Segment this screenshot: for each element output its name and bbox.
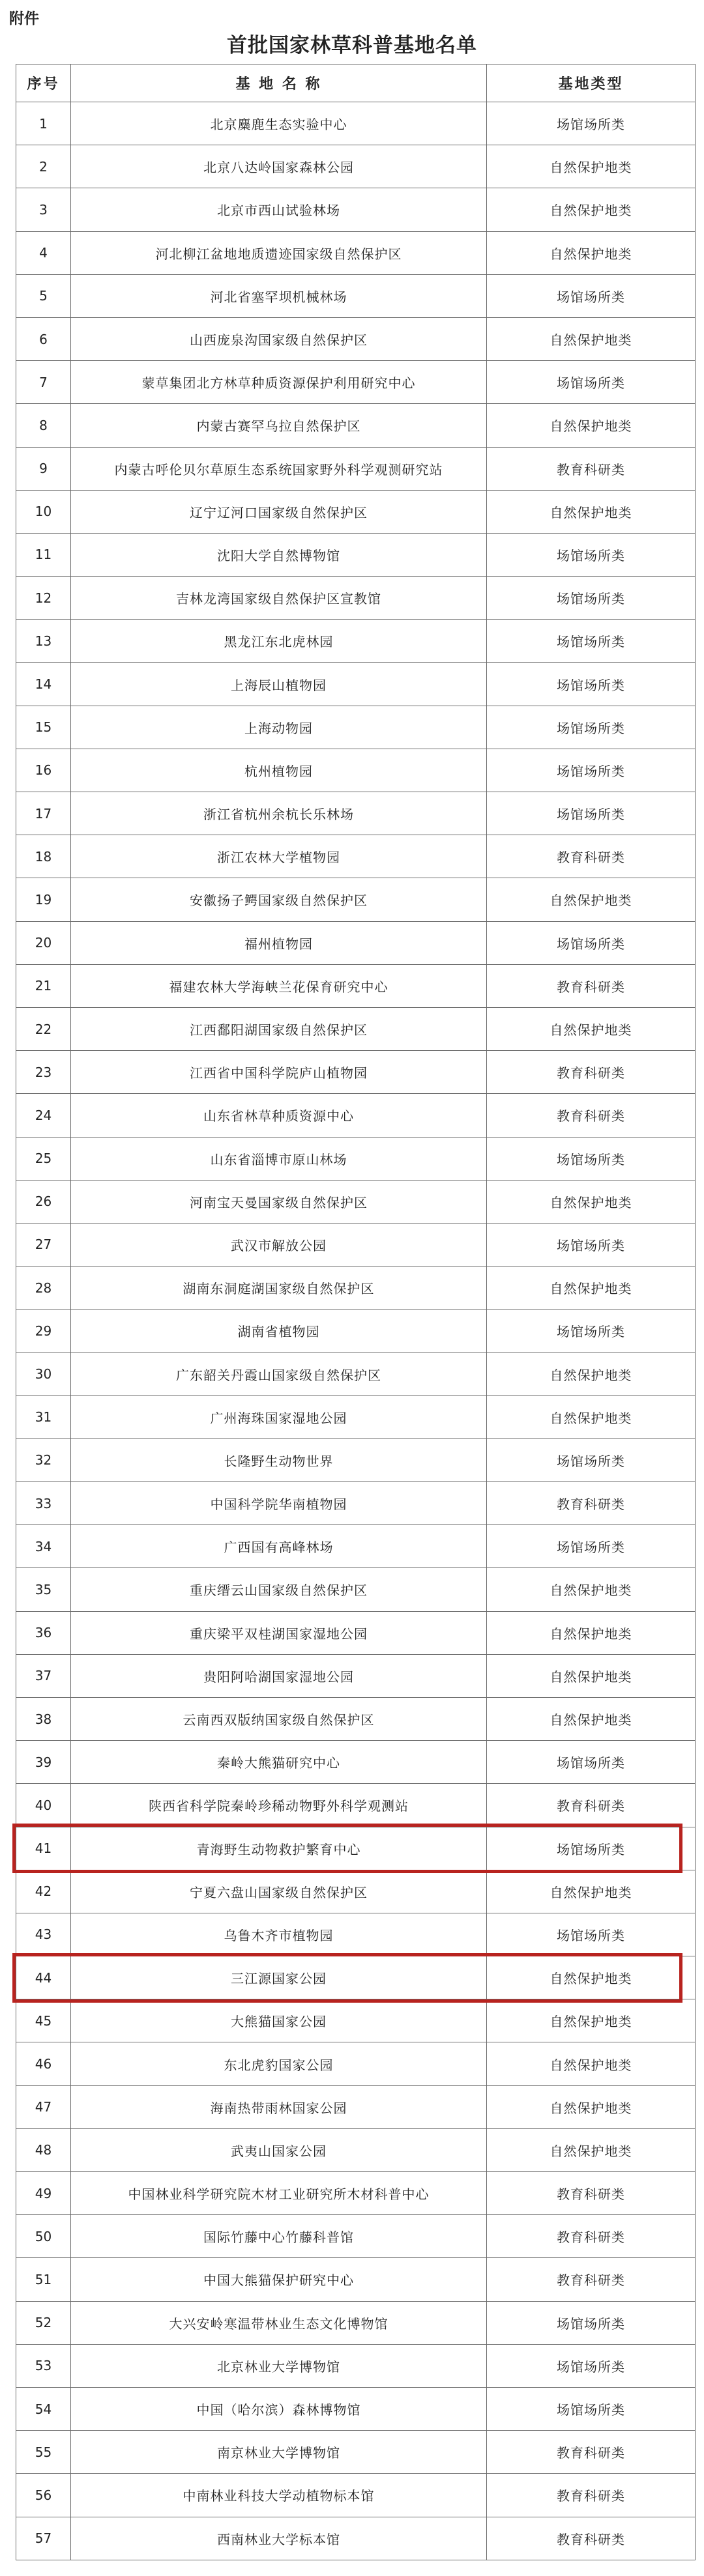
row-number: 18	[16, 835, 71, 878]
base-type: 场馆场所类	[487, 1137, 696, 1180]
table-row	[16, 706, 696, 749]
base-type: 场馆场所类	[487, 921, 696, 964]
base-name: 江西省中国科学院庐山植物园	[71, 1051, 487, 1094]
base-type: 教育科研类	[487, 964, 696, 1007]
base-type: 场馆场所类	[487, 749, 696, 792]
base-name: 大熊猫国家公园	[71, 1999, 487, 2042]
base-name: 武夷山国家公园	[71, 2128, 487, 2171]
table-row	[16, 749, 696, 792]
base-name: 江西鄱阳湖国家级自然保护区	[71, 1007, 487, 1050]
base-name: 乌鲁木齐市植物园	[71, 1913, 487, 1956]
row-number: 28	[16, 1267, 71, 1309]
table-row	[16, 1956, 696, 1999]
row-number: 8	[16, 404, 71, 447]
row-number: 53	[16, 2344, 71, 2387]
base-type: 场馆场所类	[487, 274, 696, 317]
row-number: 48	[16, 2128, 71, 2171]
base-type: 自然保护地类	[487, 878, 696, 921]
base-type: 自然保护地类	[487, 1568, 696, 1611]
table-row	[16, 1611, 696, 1654]
base-name: 内蒙古赛罕乌拉自然保护区	[71, 404, 487, 447]
base-name: 沈阳大学自然博物馆	[71, 533, 487, 576]
base-type: 场馆场所类	[487, 577, 696, 620]
row-number: 54	[16, 2387, 71, 2430]
base-type: 自然保护地类	[487, 1956, 696, 1999]
base-name: 广西国有高峰林场	[71, 1525, 487, 1568]
table-row	[16, 620, 696, 663]
base-type: 场馆场所类	[487, 620, 696, 663]
table-row	[16, 1784, 696, 1827]
base-type: 教育科研类	[487, 1482, 696, 1525]
document-title: 首批国家林草科普基地名单	[227, 34, 477, 57]
base-name: 北京麋鹿生态实验中心	[71, 102, 487, 145]
base-type: 场馆场所类	[487, 792, 696, 835]
base-name: 东北虎豹国家公园	[71, 2042, 487, 2085]
row-number: 12	[16, 577, 71, 620]
table-row	[16, 921, 696, 964]
row-number: 21	[16, 964, 71, 1007]
base-name: 三江源国家公园	[71, 1956, 487, 1999]
table-row	[16, 1568, 696, 1611]
base-name: 上海动物园	[71, 706, 487, 749]
table-row	[16, 1137, 696, 1180]
table-body	[16, 102, 696, 2560]
base-type: 场馆场所类	[487, 1913, 696, 1956]
base-type: 自然保护地类	[487, 188, 696, 231]
table-row	[16, 188, 696, 231]
table-row	[16, 2128, 696, 2171]
row-number: 47	[16, 2085, 71, 2128]
table-row	[16, 1913, 696, 1956]
base-type: 教育科研类	[487, 447, 696, 490]
base-name: 北京林业大学博物馆	[71, 2344, 487, 2387]
table-row	[16, 1395, 696, 1438]
table-row	[16, 835, 696, 878]
table-row	[16, 2431, 696, 2474]
table-row	[16, 231, 696, 274]
table-row	[16, 533, 696, 576]
base-type: 教育科研类	[487, 1094, 696, 1137]
base-type: 自然保护地类	[487, 490, 696, 533]
row-number: 7	[16, 361, 71, 404]
base-name: 安徽扬子鳄国家级自然保护区	[71, 878, 487, 921]
base-type: 教育科研类	[487, 2431, 696, 2474]
table-row	[16, 1438, 696, 1481]
row-number: 23	[16, 1051, 71, 1094]
row-number: 40	[16, 1784, 71, 1827]
base-type: 教育科研类	[487, 2517, 696, 2560]
table-row	[16, 102, 696, 145]
base-name: 中国林业科学研究院木材工业研究所木材科普中心	[71, 2172, 487, 2215]
column-header-type: 基地类型	[487, 64, 696, 102]
base-type: 场馆场所类	[487, 361, 696, 404]
base-type: 场馆场所类	[487, 1525, 696, 1568]
table-row	[16, 2258, 696, 2301]
row-number: 15	[16, 706, 71, 749]
base-name: 蒙草集团北方林草种质资源保护利用研究中心	[71, 361, 487, 404]
row-number: 52	[16, 2301, 71, 2344]
row-number: 30	[16, 1352, 71, 1395]
row-number: 11	[16, 533, 71, 576]
table-row	[16, 2085, 696, 2128]
base-name: 中国（哈尔滨）森林博物馆	[71, 2387, 487, 2430]
row-number: 24	[16, 1094, 71, 1137]
base-name: 黑龙江东北虎林园	[71, 620, 487, 663]
base-name: 内蒙古呼伦贝尔草原生态系统国家野外科学观测研究站	[71, 447, 487, 490]
base-type: 场馆场所类	[487, 533, 696, 576]
base-type: 自然保护地类	[487, 1007, 696, 1050]
base-type: 自然保护地类	[487, 1352, 696, 1395]
table-row	[16, 404, 696, 447]
base-type: 自然保护地类	[487, 231, 696, 274]
table-row	[16, 1223, 696, 1266]
base-name: 秦岭大熊猫研究中心	[71, 1741, 487, 1784]
attachment-label: 附件	[9, 10, 39, 27]
row-number: 9	[16, 447, 71, 490]
table-row	[16, 964, 696, 1007]
base-name: 大兴安岭寒温带林业生态文化博物馆	[71, 2301, 487, 2344]
base-type: 教育科研类	[487, 2215, 696, 2258]
base-type: 自然保护地类	[487, 1267, 696, 1309]
row-number: 45	[16, 1999, 71, 2042]
base-type: 教育科研类	[487, 2172, 696, 2215]
base-type: 自然保护地类	[487, 1999, 696, 2042]
base-name: 海南热带雨林国家公园	[71, 2085, 487, 2128]
table-row	[16, 317, 696, 360]
row-number: 35	[16, 1568, 71, 1611]
base-name: 浙江农林大学植物园	[71, 835, 487, 878]
base-name: 山东省淄博市原山林场	[71, 1137, 487, 1180]
base-name: 中国科学院华南植物园	[71, 1482, 487, 1525]
column-header-name: 基 地 名 称	[71, 64, 487, 102]
table-row	[16, 1827, 696, 1870]
table-header-row	[16, 64, 696, 102]
table-row	[16, 1482, 696, 1525]
base-name: 国际竹藤中心竹藤科普馆	[71, 2215, 487, 2258]
base-type: 场馆场所类	[487, 2344, 696, 2387]
table-row	[16, 1180, 696, 1223]
row-number: 10	[16, 490, 71, 533]
row-number: 39	[16, 1741, 71, 1784]
table-row	[16, 1999, 696, 2042]
row-number: 36	[16, 1611, 71, 1654]
table-row	[16, 663, 696, 706]
base-type: 场馆场所类	[487, 1827, 696, 1870]
row-number: 32	[16, 1438, 71, 1481]
base-name: 中国大熊猫保护研究中心	[71, 2258, 487, 2301]
row-number: 4	[16, 231, 71, 274]
base-type: 场馆场所类	[487, 1223, 696, 1266]
table-row	[16, 274, 696, 317]
base-name: 福建农林大学海峡兰花保育研究中心	[71, 964, 487, 1007]
table-row	[16, 1352, 696, 1395]
row-number: 2	[16, 145, 71, 188]
table-row	[16, 1007, 696, 1050]
row-number: 51	[16, 2258, 71, 2301]
row-number: 31	[16, 1395, 71, 1438]
table-row	[16, 2172, 696, 2215]
base-name: 山西庞泉沟国家级自然保护区	[71, 317, 487, 360]
row-number: 56	[16, 2474, 71, 2517]
base-name: 湖南东洞庭湖国家级自然保护区	[71, 1267, 487, 1309]
base-name: 长隆野生动物世界	[71, 1438, 487, 1481]
row-number: 27	[16, 1223, 71, 1266]
base-type: 场馆场所类	[487, 1309, 696, 1352]
base-type: 自然保护地类	[487, 1180, 696, 1223]
base-type: 教育科研类	[487, 1784, 696, 1827]
base-name: 湖南省植物园	[71, 1309, 487, 1352]
base-name: 广东韶关丹霞山国家级自然保护区	[71, 1352, 487, 1395]
table-row	[16, 1051, 696, 1094]
table-row	[16, 1309, 696, 1352]
base-name: 河北省塞罕坝机械林场	[71, 274, 487, 317]
base-name: 青海野生动物救护繁育中心	[71, 1827, 487, 1870]
row-number: 55	[16, 2431, 71, 2474]
base-type: 自然保护地类	[487, 1697, 696, 1740]
row-number: 29	[16, 1309, 71, 1352]
table-row	[16, 447, 696, 490]
base-name: 杭州植物园	[71, 749, 487, 792]
row-number: 14	[16, 663, 71, 706]
table-row	[16, 2042, 696, 2085]
base-name: 武汉市解放公园	[71, 1223, 487, 1266]
row-number: 33	[16, 1482, 71, 1525]
base-type: 场馆场所类	[487, 663, 696, 706]
row-number: 1	[16, 102, 71, 145]
base-name: 云南西双版纳国家级自然保护区	[71, 1697, 487, 1740]
table-row	[16, 2301, 696, 2344]
base-name: 河北柳江盆地地质遗迹国家级自然保护区	[71, 231, 487, 274]
row-number: 20	[16, 921, 71, 964]
base-type: 自然保护地类	[487, 2042, 696, 2085]
row-number: 26	[16, 1180, 71, 1223]
table-row	[16, 145, 696, 188]
row-number: 3	[16, 188, 71, 231]
base-name: 辽宁辽河口国家级自然保护区	[71, 490, 487, 533]
row-number: 19	[16, 878, 71, 921]
row-number: 5	[16, 274, 71, 317]
table-row	[16, 2215, 696, 2258]
base-type: 场馆场所类	[487, 2387, 696, 2430]
table-row	[16, 878, 696, 921]
table-row	[16, 1741, 696, 1784]
row-number: 57	[16, 2517, 71, 2560]
table-row	[16, 2474, 696, 2517]
base-name: 浙江省杭州余杭长乐林场	[71, 792, 487, 835]
row-number: 34	[16, 1525, 71, 1568]
base-type: 自然保护地类	[487, 317, 696, 360]
row-number: 43	[16, 1913, 71, 1956]
base-name: 重庆缙云山国家级自然保护区	[71, 1568, 487, 1611]
base-name: 西南林业大学标本馆	[71, 2517, 487, 2560]
row-number: 49	[16, 2172, 71, 2215]
base-type: 场馆场所类	[487, 102, 696, 145]
base-type: 教育科研类	[487, 835, 696, 878]
base-name: 南京林业大学博物馆	[71, 2431, 487, 2474]
base-type: 自然保护地类	[487, 404, 696, 447]
row-number: 38	[16, 1697, 71, 1740]
table-row	[16, 2517, 696, 2560]
base-type: 自然保护地类	[487, 1395, 696, 1438]
base-name: 中南林业科技大学动植物标本馆	[71, 2474, 487, 2517]
row-number: 13	[16, 620, 71, 663]
base-name: 河南宝天曼国家级自然保护区	[71, 1180, 487, 1223]
base-type: 场馆场所类	[487, 706, 696, 749]
base-name: 陕西省科学院秦岭珍稀动物野外科学观测站	[71, 1784, 487, 1827]
base-name: 广州海珠国家湿地公园	[71, 1395, 487, 1438]
base-name: 北京八达岭国家森林公园	[71, 145, 487, 188]
row-number: 50	[16, 2215, 71, 2258]
row-number: 41	[16, 1827, 71, 1870]
table-row	[16, 792, 696, 835]
row-number: 46	[16, 2042, 71, 2085]
base-name: 重庆梁平双桂湖国家湿地公园	[71, 1611, 487, 1654]
base-name: 山东省林草种质资源中心	[71, 1094, 487, 1137]
row-number: 37	[16, 1654, 71, 1697]
base-type: 教育科研类	[487, 1051, 696, 1094]
base-name: 上海辰山植物园	[71, 663, 487, 706]
base-type: 自然保护地类	[487, 1611, 696, 1654]
base-type: 场馆场所类	[487, 1438, 696, 1481]
base-type: 自然保护地类	[487, 145, 696, 188]
base-type: 自然保护地类	[487, 2085, 696, 2128]
base-name: 吉林龙湾国家级自然保护区宣教馆	[71, 577, 487, 620]
row-number: 17	[16, 792, 71, 835]
table-row	[16, 577, 696, 620]
base-type: 教育科研类	[487, 2474, 696, 2517]
base-name: 宁夏六盘山国家级自然保护区	[71, 1870, 487, 1913]
base-type: 场馆场所类	[487, 2301, 696, 2344]
row-number: 42	[16, 1870, 71, 1913]
table-row	[16, 1654, 696, 1697]
table-row	[16, 1094, 696, 1137]
base-name: 福州植物园	[71, 921, 487, 964]
table-row	[16, 490, 696, 533]
row-number: 25	[16, 1137, 71, 1180]
base-list-table	[16, 64, 696, 2560]
table-row	[16, 1267, 696, 1309]
base-type: 自然保护地类	[487, 2128, 696, 2171]
base-type: 自然保护地类	[487, 1870, 696, 1913]
base-name: 贵阳阿哈湖国家湿地公园	[71, 1654, 487, 1697]
table-row	[16, 361, 696, 404]
table-row	[16, 1525, 696, 1568]
base-type: 场馆场所类	[487, 1741, 696, 1784]
row-number: 6	[16, 317, 71, 360]
row-number: 16	[16, 749, 71, 792]
table-row	[16, 2344, 696, 2387]
table-row	[16, 1870, 696, 1913]
base-name: 北京市西山试验林场	[71, 188, 487, 231]
base-type: 教育科研类	[487, 2258, 696, 2301]
base-type: 自然保护地类	[487, 1654, 696, 1697]
row-number: 44	[16, 1956, 71, 1999]
row-number: 22	[16, 1007, 71, 1050]
column-header-number: 序号	[16, 64, 71, 102]
table-row	[16, 2387, 696, 2430]
table-row	[16, 1697, 696, 1740]
